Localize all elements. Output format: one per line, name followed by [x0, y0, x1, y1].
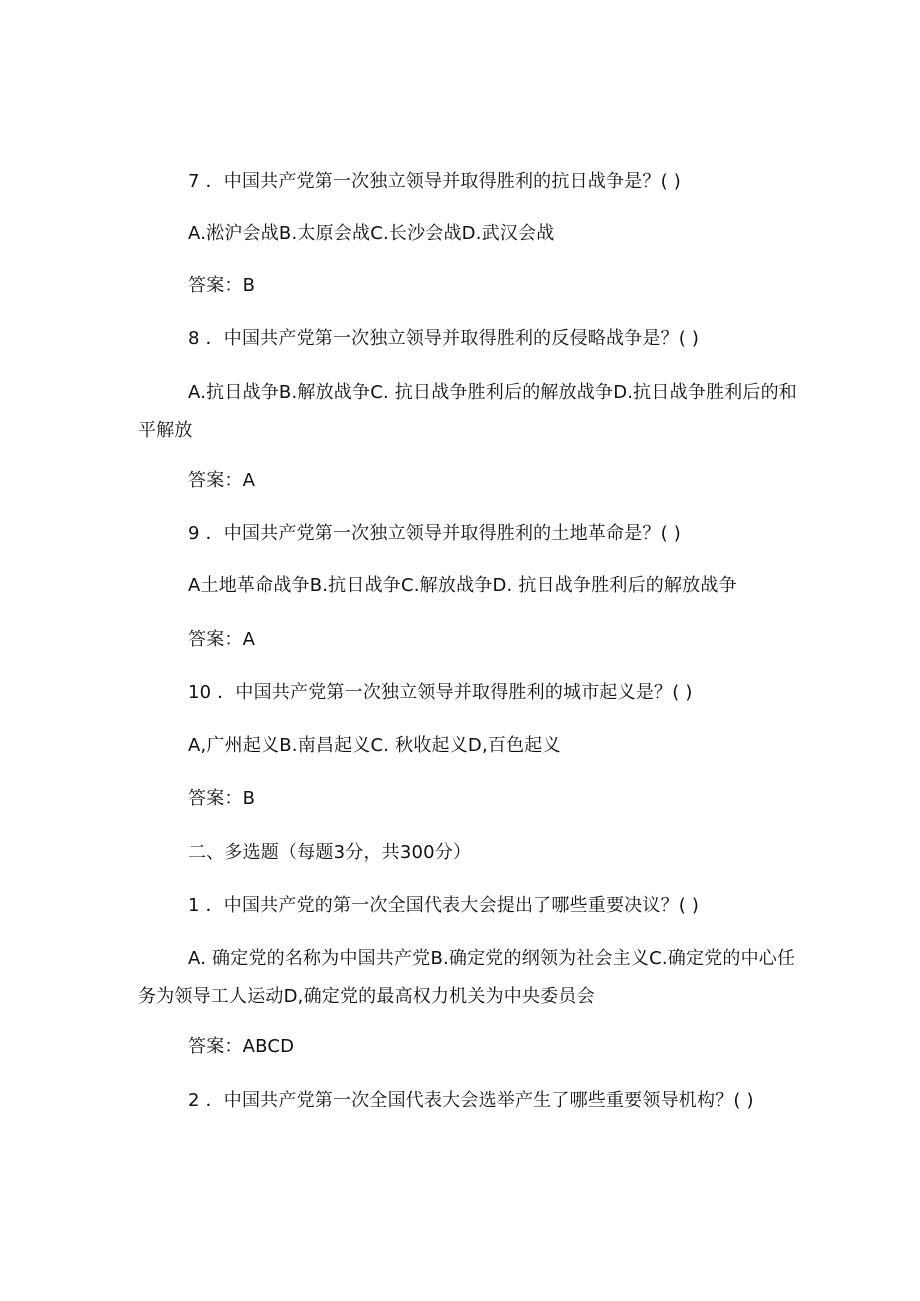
- multi-question-2: 2 ．中国共产党第一次全国代表大会选举产生了哪些重要领导机构？( ): [188, 1090, 754, 1111]
- question-7-answer: 答案：B: [188, 275, 256, 296]
- question-10: 10 ．中国共产党第一次独立领导并取得胜利的城市起义是？( ): [188, 682, 693, 703]
- section-heading-multiple-choice: 二、多选题（每题3分，共300分）: [188, 842, 472, 863]
- question-9-options: A土地革命战争B.抗日战争C.解放战争D. 抗日战争胜利后的解放战争: [188, 575, 737, 596]
- question-8-options: A.抗日战争B.解放战争C. 抗日战争胜利后的解放战争D.抗日战争胜利后的和平解放: [138, 382, 797, 441]
- question-10-answer: 答案：B: [188, 788, 256, 809]
- multi-question-1-answer: 答案：ABCD: [188, 1036, 295, 1057]
- multi-question-1: 1 ．中国共产党的第一次全国代表大会提出了哪些重要决议？( ): [188, 895, 700, 916]
- question-10-options: A,广州起义B.南昌起义C. 秋收起义D,百色起义: [188, 735, 561, 756]
- question-8-answer: 答案：A: [188, 470, 256, 491]
- question-7: 7 ．中国共产党第一次独立领导并取得胜利的抗日战争是？( ): [188, 171, 681, 192]
- question-7-options: A.淞沪会战B.太原会战C.长沙会战D.武汉会战: [188, 223, 555, 244]
- question-8: 8 ．中国共产党第一次独立领导并取得胜利的反侵略战争是？( ): [188, 328, 700, 349]
- question-9-answer: 答案：A: [188, 629, 256, 650]
- question-9: 9 ．中国共产党第一次独立领导并取得胜利的土地革命是？( ): [188, 523, 681, 544]
- multi-question-1-options: A. 确定党的名称为中国共产党B.确定党的纲领为社会主义C.确定党的中心任务为领导工人运动D,确定党的最高权力机关为中央委员会: [138, 948, 796, 1007]
